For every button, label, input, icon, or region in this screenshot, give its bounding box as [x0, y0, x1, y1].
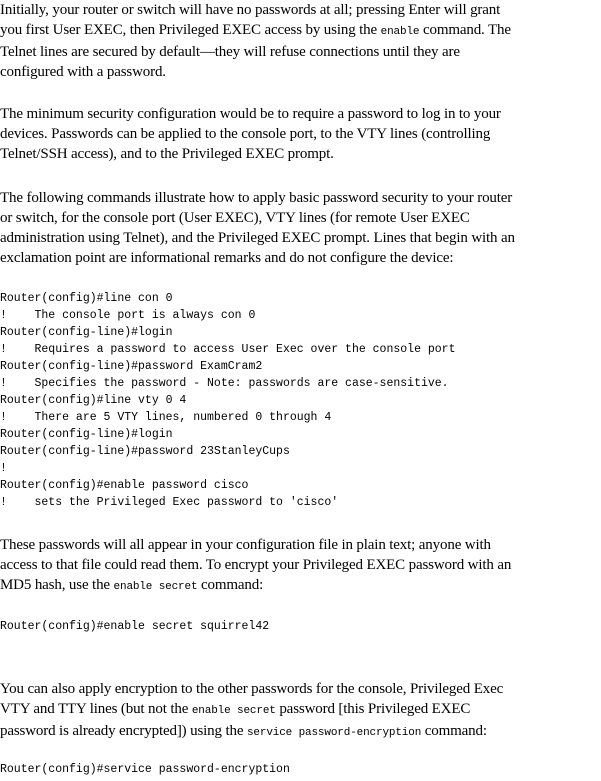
code-line: ! There are 5 VTY lines, numbered 0 through 4: [0, 411, 332, 424]
code-block-service-encryption: [0, 761, 290, 778]
text-line: [0, 721, 598, 743]
text-line: exclamation point are informational remarks and do not configure the device:: [0, 250, 454, 266]
code-line: Router(config)#service password-encryption: [0, 763, 290, 776]
inline-code-service-password-encryption: service password-encryption: [246, 727, 422, 739]
code-line: Router(config)#enable secret squirrel42: [0, 620, 270, 633]
text-line: You can also apply encryption to the other passwords for the console, Privileged Exec: [0, 681, 504, 697]
text-run: password [this Privileged EXEC: [275, 701, 471, 717]
text-line: The following commands illustrate how to apply basic password security to your router: [0, 190, 513, 206]
text-line: Telnet lines are secured by default—they will refuse connections until they are: [0, 44, 460, 60]
code-line: Router(config-line)#password 23StanleyCups: [0, 445, 290, 458]
text-run: command:: [421, 723, 487, 739]
text-line: [0, 575, 598, 597]
text-line: These passwords will all appear in your configuration file in plain text; anyone with: [0, 537, 491, 553]
inline-code-enable-secret: enable secret: [191, 705, 276, 717]
code-line: ! Requires a password to access User Exec over the console port: [0, 343, 456, 356]
paragraph-intro: [0, 0, 598, 82]
text-line: devices. Passwords can be applied to the console port, to the VTY lines (controlling: [0, 126, 491, 142]
inline-code-enable-secret: enable secret: [113, 581, 198, 593]
text-line: access to that file could read them. To encrypt your Privileged EXEC password with an: [0, 557, 512, 573]
paragraph-minimum-security: [0, 104, 598, 164]
code-line: Router(config)#line con 0: [0, 292, 173, 305]
code-block-enable-secret: [0, 618, 269, 635]
paragraph-service-encryption: [0, 679, 598, 743]
code-line: ! The console port is always con 0: [0, 309, 256, 322]
code-line: Router(config-line)#password ExamCram2: [0, 360, 263, 373]
text-run: command:: [197, 577, 264, 593]
text-run: command. The: [419, 22, 511, 38]
text-run: you first User EXEC, then Privileged EXEC access by using the: [0, 22, 381, 38]
code-line: Router(config-line)#login: [0, 326, 173, 339]
code-line: ! sets the Privileged Exec password to 'cisco': [0, 496, 339, 509]
code-line: Router(config)#line vty 0 4: [0, 394, 187, 407]
text-line: Initially, your router or switch will have no passwords at all; pressing Enter will grant: [0, 2, 501, 18]
text-run: VTY and TTY lines (but not the: [0, 701, 192, 717]
paragraph-commands-intro: [0, 188, 598, 268]
code-line: !: [0, 462, 7, 475]
text-line: [0, 20, 598, 42]
code-line: Router(config-line)#login: [0, 428, 173, 441]
text-run: password is already encrypted]) using the: [0, 723, 247, 739]
text-run: MD5 hash, use the: [0, 577, 114, 593]
code-line: Router(config)#enable password cisco: [0, 479, 249, 492]
inline-code-enable: enable: [380, 26, 420, 38]
text-line: or switch, for the console port (User EXEC), VTY lines (for remote User EXEC: [0, 210, 470, 226]
text-line: The minimum security configuration would be to require a password to log in to your: [0, 106, 501, 122]
code-block-password-config: [0, 290, 455, 511]
text-line: administration using Telnet), and the Privileged EXEC prompt. Lines that begin with an: [0, 230, 515, 246]
paragraph-plain-text-warning: [0, 535, 598, 597]
text-line: configured with a password.: [0, 64, 166, 80]
code-line: ! Specifies the password - Note: passwords are case-sensitive.: [0, 377, 449, 390]
text-line: Telnet/SSH access), and to the Privileged EXEC prompt.: [0, 146, 334, 162]
text-line: [0, 699, 598, 721]
